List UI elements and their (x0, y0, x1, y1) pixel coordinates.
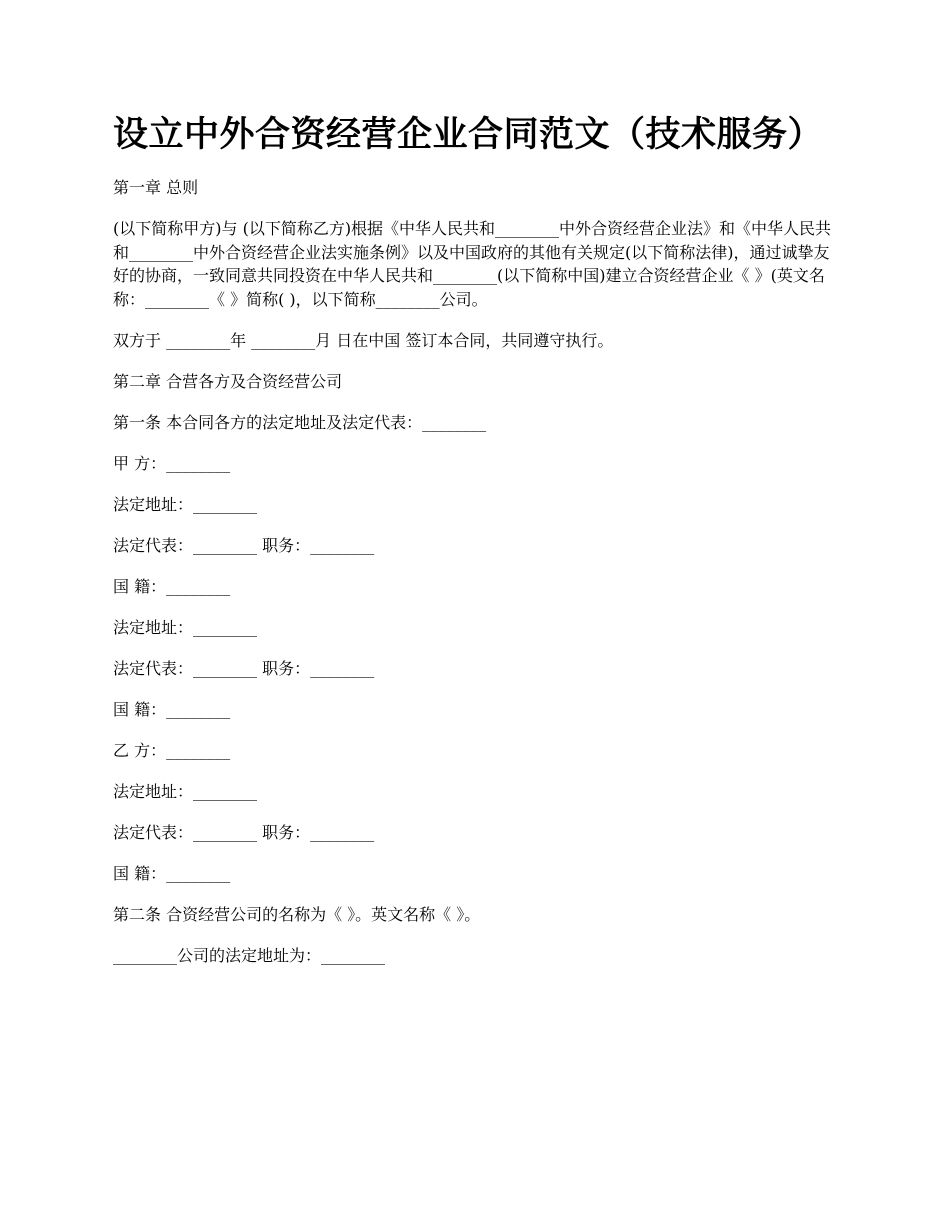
preamble-paragraph: (以下简称甲方)与 (以下简称乙方)根据《中华人民共和________中外合资经营企业法》和《中华人民共和________中外合资经营企业法实施条例》以及中国政府的其他有关规定(以下简称法律)，通过诚挚友好的协商，一致同意共同投资在中华人民共和________(以下简称中国)建立合资经营企业《 》(英文名称：________《 》简称( )，以下简称________公司。 (113, 219, 832, 309)
nationality-line: 国 籍：________ (113, 576, 231, 596)
nationality-line: 国 籍：________ (113, 699, 231, 719)
legal-representative-line: 法定代表：________ 职务：________ (113, 535, 375, 555)
legal-address-line: 法定地址：________ (113, 781, 258, 801)
legal-address-line: 法定地址：________ (113, 494, 258, 514)
signing-date-paragraph: 双方于 ________年 ________月 日在中国 签订本合同，共同遵守执行。 (113, 330, 614, 350)
chapter-heading: 第二章 合营各方及合资经营公司 (113, 371, 343, 391)
legal-representative-line: 法定代表：________ 职务：________ (113, 658, 375, 678)
company-address-line: ________公司的法定地址为：________ (113, 945, 386, 965)
document-title: 设立中外合资经营企业合同范文（技术服务） (113, 115, 824, 155)
article-paragraph: 第一条 本合同各方的法定地址及法定代表：________ (113, 412, 487, 432)
legal-representative-line: 法定代表：________ 职务：________ (113, 822, 375, 842)
article-paragraph: 第二条 合资经营公司的名称为《 》。英文名称《 》。 (113, 904, 481, 924)
nationality-line: 国 籍：________ (113, 863, 231, 883)
party-a-line: 甲 方：________ (113, 453, 231, 473)
party-b-line: 乙 方：________ (113, 740, 231, 760)
chapter-heading: 第一章 总则 (113, 178, 199, 197)
document-page (113, 112, 843, 985)
legal-address-line: 法定地址：________ (113, 617, 258, 637)
